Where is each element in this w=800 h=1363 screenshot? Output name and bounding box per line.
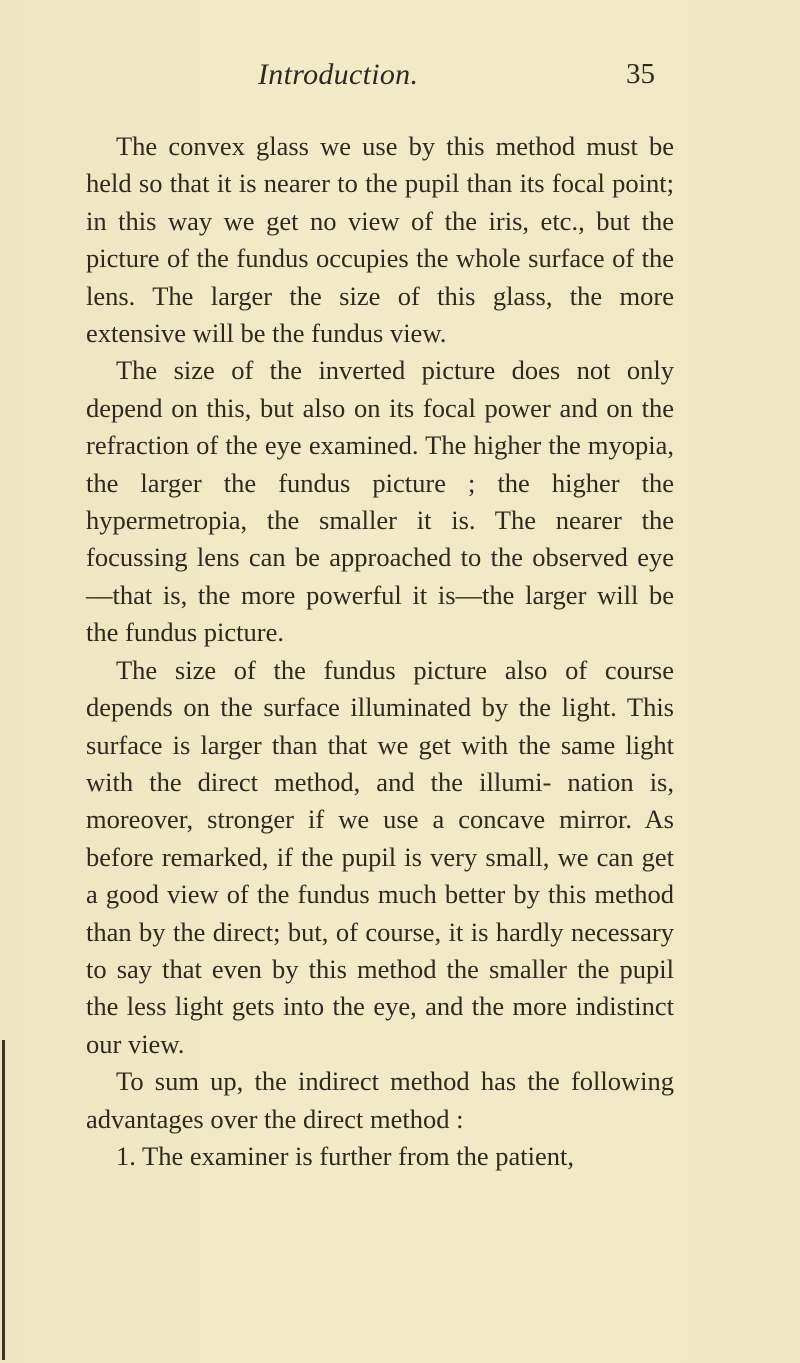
list-item: 1. The examiner is further from the patient,: [116, 1140, 574, 1171]
page-header: [0, 58, 800, 98]
paragraph: To sum up, the indirect method has the following advantages over the direct method :: [86, 1066, 674, 1134]
running-title: Introduction.: [258, 58, 419, 91]
paragraph: The convex glass we use by this method must be held so that it is nearer to the pupil than its focal point; in this way we get no view of the iris, etc., but the picture of the fundus occupies the whole surface of the lens. The larger the size of this glass, the more extensive will be the fundus view.: [86, 131, 674, 349]
binding-edge: [2, 1040, 5, 1360]
body-text: [86, 128, 674, 1175]
paragraph: The size of the fundus picture also of course depends on the surface illuminated by the light. This surface is larger than that we get with the same light with the direct method, and the illumi- nation is, moreover, stronger if we use a concave mirror. As before remarked, if the pupil is very small, we can get a good view of the fundus much better by this method than by the direct; but, of course, it is hardly necessary to say that even by this method the smaller the pupil the less light gets into the eye, and the more indistinct our view.: [86, 654, 674, 1059]
paragraph: The size of the inverted picture does not only depend on this, but also on its focal power and on the refraction of the eye examined. The higher the myopia, the larger the fundus picture ; the higher the hypermetropia, the smaller it is. The nearer the focussing lens can be approached to the observed eye—that is, the more powerful it is—the larger will be the fundus picture.: [86, 355, 674, 648]
page-number: 35: [626, 58, 655, 90]
